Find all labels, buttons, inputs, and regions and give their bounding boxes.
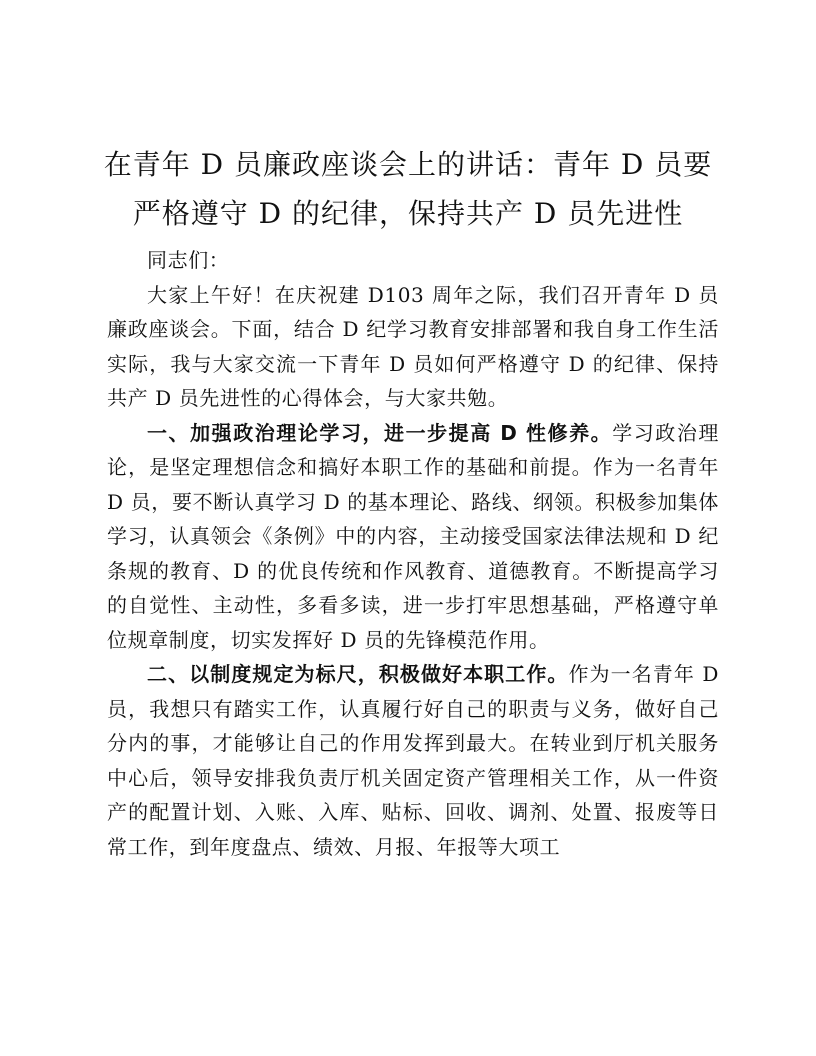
salutation: 同志们：: [147, 248, 230, 272]
section-paragraph-1: [107, 416, 719, 658]
section-text-1: 学习政治理论，是坚定理想信念和搞好本职工作的基础和前提。作为一名青年 D 员，要不断认真学习 D 的基本理论、路线、纲领。积极参加集体学习，认真领会《条例》中的内容，主动接受国家法律法规和 D 纪条规的教育、D 的优良传统和作风教育、道德教育。不断提高学习的自觉性、主动性，多看多读，进一步打牢思想基础，严格遵守单位规章制度，切实发挥好 D 员的先锋模范作用。: [107, 420, 719, 652]
intro-paragraph: 大家上午好！在庆祝建 D103 周年之际，我们召开青年 D 员廉政座谈会。下面，结合 D 纪学习教育安排部署和我自身工作生活实际，我与大家交流一下青年 D 员如何严格遵守 D 的纪律、保持共产 D 员先进性的心得体会，与大家共勉。: [107, 282, 719, 410]
section-heading-2: 二、以制度规定为标尺，积极做好本职工作。: [147, 662, 569, 686]
document-title: 在青年 D 员廉政座谈会上的讲话：青年 D 员要严格遵守 D 的纪律，保持共产 D 员先进性: [103, 148, 713, 230]
document-body: [107, 243, 719, 864]
section-text-2: 作为一名青年 D 员，我想只有踏实工作，认真履行好自己的职责与义务，做好自己分内的事，才能够让自己的作用发挥到最大。在转业到厅机关服务中心后，领导安排我负责厅机关固定资产管理相关工作，从一件资产的配置计划、入账、入库、贴标、回收、调剂、处置、报废等日常工作，到年度盘点、绩效、月报、年报等大项工: [107, 662, 719, 859]
section-paragraph-2: [107, 657, 719, 864]
section-heading-1: 一、加强政治理论学习，进一步提高 D 性修养。: [147, 420, 613, 445]
